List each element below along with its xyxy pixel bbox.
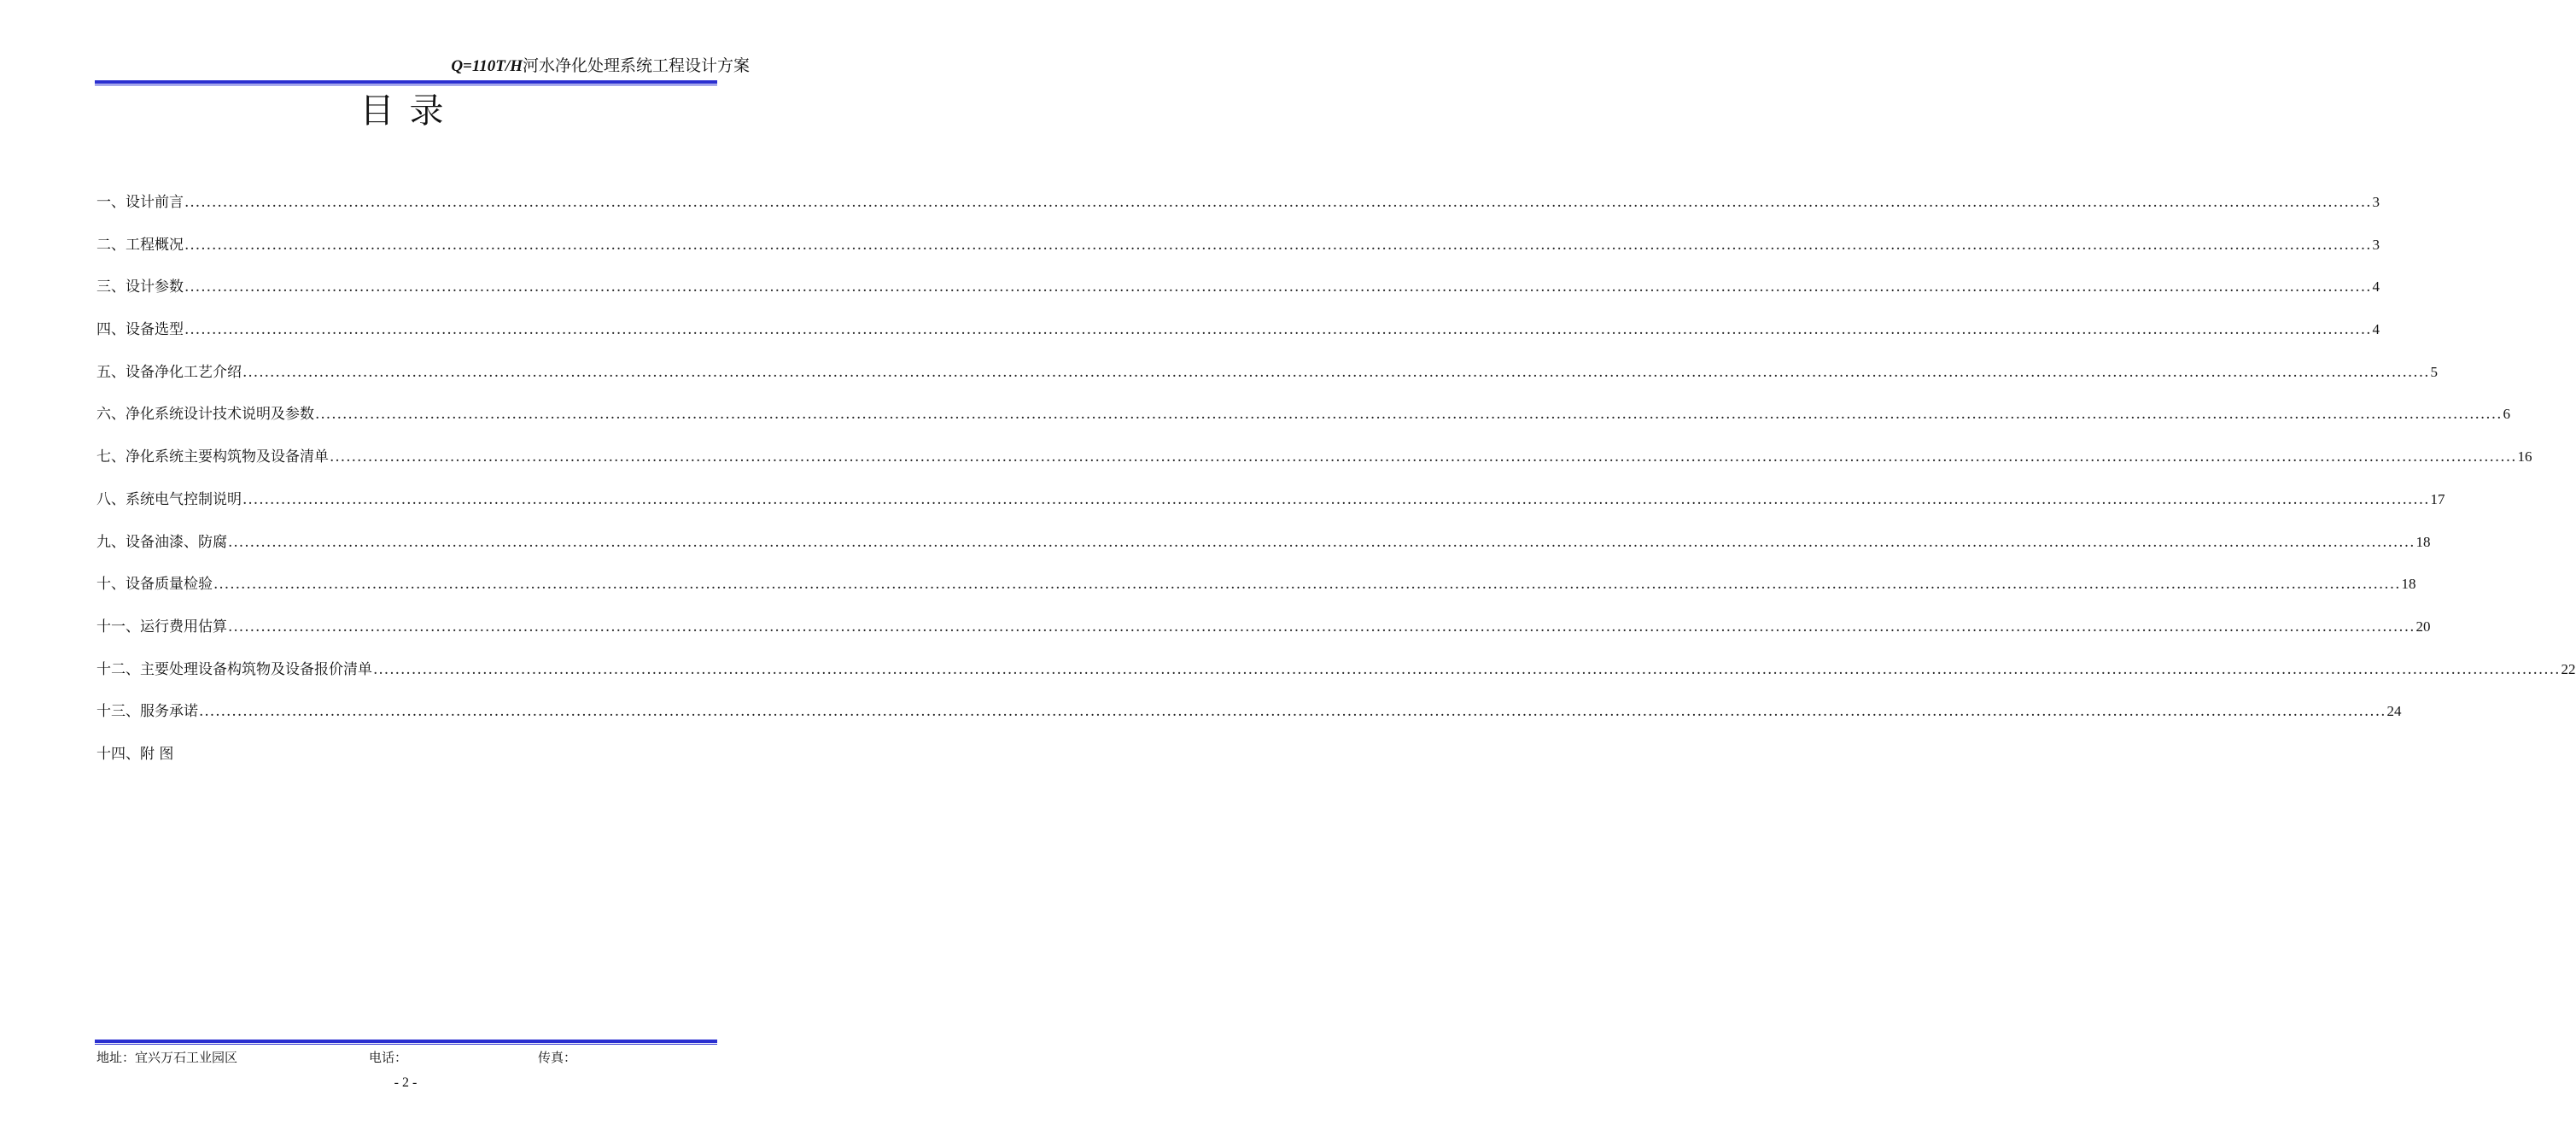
toc-leader-dots: ................................................................................................................................................................................................................................................................................................................................................................................................................ bbox=[199, 703, 2386, 721]
toc-entry-label: 四、设备选型 bbox=[96, 321, 184, 339]
table-of-contents bbox=[96, 191, 2576, 786]
footer-rule bbox=[95, 1040, 717, 1045]
toc-entry[interactable] bbox=[96, 616, 2431, 659]
toc-leader-dots: ................................................................................................................................................................................................................................................................................................................................................................................................................ bbox=[373, 660, 2561, 678]
toc-entry[interactable] bbox=[96, 700, 2402, 743]
toc-leader-dots: ................................................................................................................................................................................................................................................................................................................................................................................................................ bbox=[228, 618, 2415, 636]
toc-entry-page: 16 bbox=[2517, 448, 2532, 466]
toc-entry-label: 七、净化系统主要构筑物及设备清单 bbox=[96, 448, 329, 466]
toc-entry[interactable] bbox=[96, 319, 2380, 361]
running-header bbox=[451, 55, 750, 78]
footer-address: 地址：宜兴万石工业园区 bbox=[96, 1050, 238, 1065]
toc-leader-dots: ................................................................................................................................................................................................................................................................................................................................................................................................................ bbox=[228, 533, 2415, 551]
toc-entry-label: 十、设备质量检验 bbox=[96, 576, 213, 594]
toc-leader-dots: ................................................................................................................................................................................................................................................................................................................................................................................................................ bbox=[330, 448, 2517, 466]
toc-entry-label: 二、工程概况 bbox=[96, 236, 184, 254]
toc-entry-page: 5 bbox=[2430, 363, 2439, 380]
toc-leader-dots: ................................................................................................................................................................................................................................................................................................................................................................................................................ bbox=[184, 236, 2372, 254]
toc-entry-label: 十二、主要处理设备构筑物及设备报价清单 bbox=[96, 660, 372, 678]
toc-entry-page: 18 bbox=[2415, 533, 2431, 550]
toc-entry[interactable] bbox=[96, 659, 2576, 701]
header-rule bbox=[95, 80, 717, 85]
toc-entry-label: 八、系统电气控制说明 bbox=[96, 490, 242, 508]
toc-entry-label: 十一、运行费用估算 bbox=[96, 618, 227, 636]
toc-entry-page: 18 bbox=[2401, 576, 2416, 593]
header-title: 河水净化处理系统工程设计方案 bbox=[522, 56, 750, 75]
header-code: Q=110T/H bbox=[451, 57, 523, 75]
toc-entry-page: 20 bbox=[2415, 618, 2431, 635]
toc-entry[interactable] bbox=[96, 361, 2439, 404]
toc-entry[interactable] bbox=[96, 446, 2532, 489]
toc-entry-page: 6 bbox=[2503, 406, 2511, 423]
toc-entry-page: 22 bbox=[2561, 660, 2576, 677]
toc-entry-label: 十三、服务承诺 bbox=[96, 703, 198, 721]
page-number: - 2 - bbox=[394, 1075, 418, 1090]
toc-entry[interactable] bbox=[96, 403, 2511, 446]
toc-entry[interactable] bbox=[96, 743, 715, 786]
toc-entry-page: 4 bbox=[2372, 321, 2380, 338]
toc-entry[interactable] bbox=[96, 573, 2416, 616]
toc-leader-dots: ................................................................................................................................................................................................................................................................................................................................................................................................................ bbox=[184, 321, 2372, 339]
toc-entry-label: 九、设备油漆、防腐 bbox=[96, 533, 227, 551]
toc-entry[interactable] bbox=[96, 191, 2380, 234]
toc-leader-dots: ................................................................................................................................................................................................................................................................................................................................................................................................................ bbox=[184, 194, 2372, 211]
toc-entry-label: 六、净化系统设计技术说明及参数 bbox=[96, 406, 314, 424]
toc-entry-label: 三、设计参数 bbox=[96, 278, 184, 296]
page-title: 目录 bbox=[359, 91, 459, 131]
toc-entry-page: 4 bbox=[2372, 278, 2380, 296]
toc-entry[interactable] bbox=[96, 489, 2445, 531]
toc-entry-page: 17 bbox=[2430, 490, 2445, 507]
toc-entry-page: 3 bbox=[2372, 236, 2380, 253]
toc-entry-page: 3 bbox=[2372, 194, 2380, 210]
toc-entry-label: 一、设计前言 bbox=[96, 194, 184, 211]
footer-phone: 电话： bbox=[369, 1050, 408, 1065]
toc-leader-dots: ................................................................................................................................................................................................................................................................................................................................................................................................................ bbox=[242, 363, 2430, 381]
toc-entry[interactable] bbox=[96, 234, 2380, 277]
toc-entry[interactable] bbox=[96, 276, 2380, 319]
footer-fax: 传真： bbox=[538, 1050, 577, 1065]
toc-leader-dots: ................................................................................................................................................................................................................................................................................................................................................................................................................ bbox=[213, 576, 2401, 594]
toc-entry[interactable] bbox=[96, 531, 2431, 574]
toc-leader-dots: ................................................................................................................................................................................................................................................................................................................................................................................................................ bbox=[315, 406, 2503, 424]
toc-entry-page: 24 bbox=[2386, 703, 2402, 720]
toc-entry-label: 五、设备净化工艺介绍 bbox=[96, 363, 242, 381]
toc-entry-label: 十四、附 图 bbox=[96, 745, 174, 763]
toc-leader-dots: ................................................................................................................................................................................................................................................................................................................................................................................................................ bbox=[184, 278, 2372, 296]
toc-leader-dots: ................................................................................................................................................................................................................................................................................................................................................................................................................ bbox=[242, 490, 2430, 508]
